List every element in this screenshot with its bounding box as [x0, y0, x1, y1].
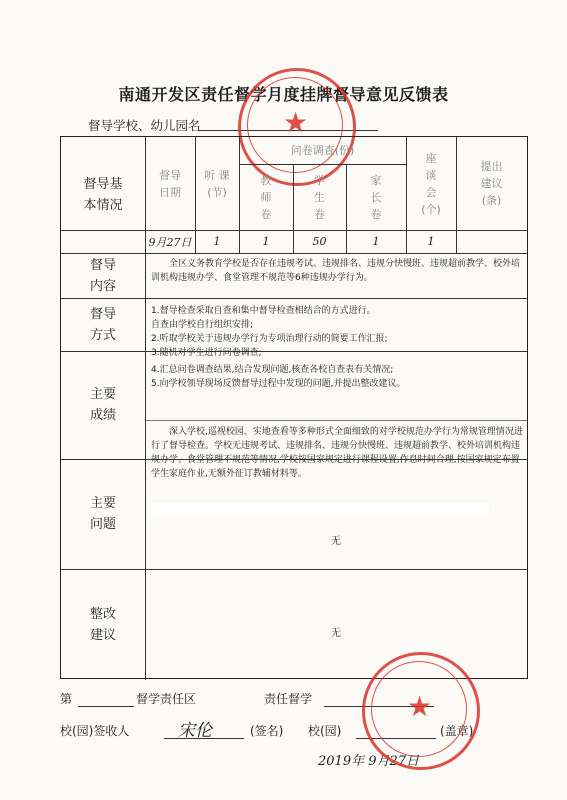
value-lecture: 1: [213, 235, 221, 248]
footer-signer-label: 校(园)签收人: [60, 724, 130, 738]
header-lecture: 听 课 (节): [204, 168, 230, 199]
value-student: 50: [312, 235, 327, 248]
header-survey: 问卷调查(份): [290, 144, 355, 157]
value-date: 9月27日: [148, 235, 192, 249]
zone-number-line: [78, 706, 134, 707]
content-label: 督导 内容: [89, 257, 116, 294]
rectify-label: 整改 建议: [89, 606, 116, 643]
header-parent: 家 长 卷: [370, 173, 382, 221]
feedback-table: [60, 136, 528, 679]
results-text: [151, 363, 523, 391]
method-label: 督导 方式: [89, 306, 116, 343]
content-paragraph: 全区义务教育学校是否存在违规考试、违规排名、违规分快慢班、违规超前教学、校外培训机构违规办学、食堂管理不规范等6种违规办学行为。: [151, 259, 521, 283]
content-text: [151, 257, 523, 285]
redaction-box: [149, 503, 489, 515]
footer-sign-hint: (签名): [250, 724, 284, 738]
footer-school-label: 校(园): [308, 724, 342, 738]
basic-info-label: 督导基 本情况: [83, 177, 123, 213]
method-text: [151, 304, 523, 360]
results-line-2: 5.向学校领导现场反馈督导过程中发现的问题,并提出整改建议。: [151, 379, 406, 389]
results-summary-paragraph: 深入学校,巡视校园、实地查看等多种形式全面细致的对学校规范办学行为常规管理情况进行了督导检查。学校无违规考试、违规排名、违规分快慢班、违规超前教学、校外培训机构违规办学、食堂管理不规范等情况,学校按国家规定进行课程设置,作息时间合理,按国家规定布置学生家庭作业,无额外征订教辅材料等。: [151, 427, 523, 479]
value-forum: 1: [427, 235, 435, 248]
footer-inspector-label: 责任督学: [264, 692, 313, 706]
value-parent: 1: [372, 235, 380, 248]
method-line-4: 3.随机对学生进行问卷调查;: [151, 348, 262, 358]
method-line-1: 1.督导检查采取自查和集中督导检查相结合的方式进行。: [151, 306, 376, 316]
footer-date: 2019年 9月27日: [318, 754, 420, 769]
header-suggest: 提出 建议 (条): [480, 160, 503, 207]
seal-star-icon: ★: [407, 690, 433, 723]
results-line-1: 4.汇总问卷调查结果,结合发现问题,核查各校自查表有关情况;: [151, 365, 394, 375]
rectify-text: 无: [331, 627, 341, 639]
signer-signature: 宋伦: [178, 721, 212, 741]
method-line-3: 2.听取学校关于违规办学行为专项治理行动的简要工作汇报;: [151, 334, 388, 344]
school-name-label: 督导学校、幼儿园名: [88, 118, 201, 133]
problems-text: 无: [331, 535, 341, 547]
official-seal-bottom: [362, 652, 480, 770]
header-student: 学 生 卷: [314, 173, 325, 221]
footer-zone-label: 督学责任区: [136, 692, 197, 706]
value-teacher: 1: [262, 235, 270, 248]
header-date: 督导 日期: [159, 168, 181, 199]
form-title: 南通开发区责任督学月度挂牌督导意见反馈表: [118, 85, 449, 104]
signer-line: [164, 738, 244, 739]
seal-star-icon: ★: [283, 106, 309, 139]
header-teacher: 教 师 卷: [260, 173, 272, 221]
method-line-2: 自查由学校自行组织安排;: [151, 320, 254, 330]
results-summary: [151, 425, 523, 481]
header-forum: 座 谈 会 (个): [421, 151, 441, 216]
footer-line1-prefix: 第: [60, 692, 73, 706]
problems-label: 主要 问题: [89, 496, 116, 532]
footer-seal-hint: (盖章): [440, 724, 474, 738]
results-label: 主要 成绩: [89, 387, 116, 423]
